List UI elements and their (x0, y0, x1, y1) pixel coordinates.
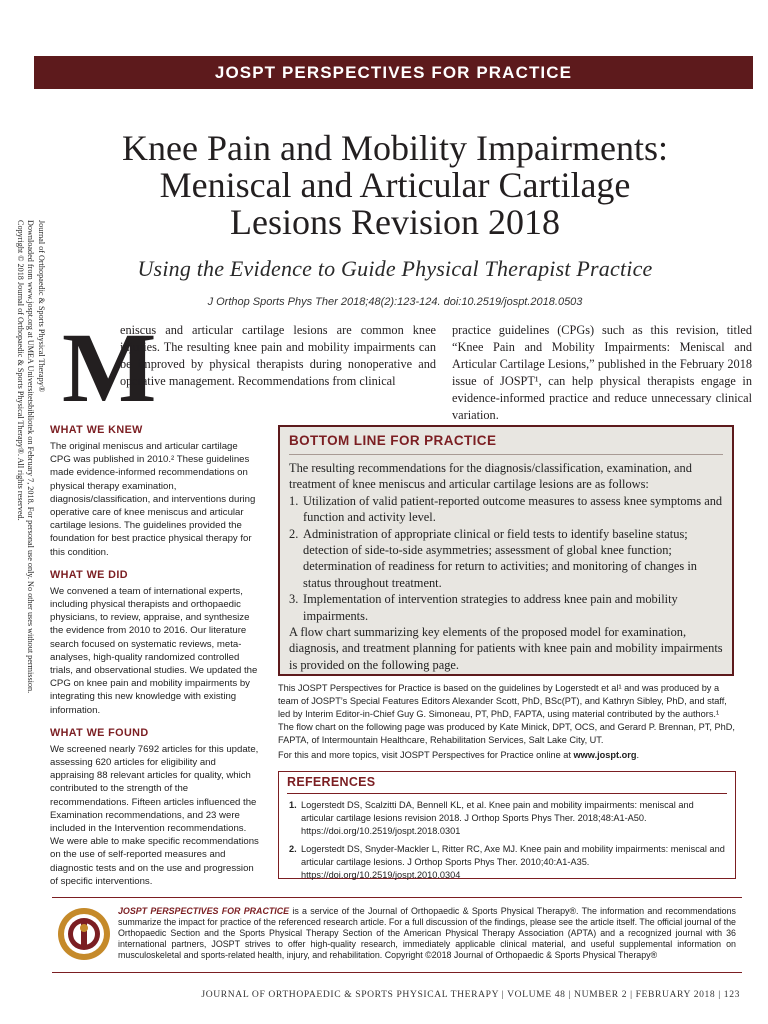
references-box (278, 771, 736, 879)
intro-section (60, 312, 753, 423)
summary-column (50, 424, 260, 898)
references-heading: REFERENCES (287, 775, 376, 789)
divider (289, 454, 723, 455)
reference-list (289, 799, 725, 886)
intro-column-1: eniscus and articular cartilage lesions are common knee injuries. The resulting knee pain and mobility impairments can be improved by physical therapists during nonoperative and operative management. Recommendations from clinical (120, 323, 436, 388)
bottom-line-heading: BOTTOM LINE FOR PRACTICE (289, 433, 497, 448)
reference-item: 1. Logerstedt DS, Scalzitti DA, Bennell KL, et al. Knee pain and mobility impairments: meniscal and articular cartilage lesions revision 2018. J Orthop Sports Phys Ther. 2018;48:A1-A50. https://doi.org/10.2519/jospt.2018.0301 (289, 800, 694, 837)
article-title (50, 130, 740, 241)
drop-cap: M (62, 312, 157, 423)
download-notice (2, 220, 46, 760)
article-subtitle: Using the Evidence to Guide Physical Therapist Practice (137, 256, 653, 281)
divider (287, 793, 727, 794)
section-banner: JOSPT PERSPECTIVES FOR PRACTICE (34, 56, 753, 89)
what-we-knew-heading: WHAT WE KNEW (50, 424, 143, 436)
notice-line-2: Downloaded from www.jospt.org at UMEA Universitetsbibliotek on February 7, 2018. For personal use only. No other uses without permission. (26, 220, 36, 694)
title-line-3: Lesions Revision 2018 (230, 202, 560, 242)
title-line-1: Knee Pain and Mobility Impairments: (122, 128, 668, 168)
bottom-line-body (289, 460, 723, 673)
footer-brand: JOSPT PERSPECTIVES FOR PRACTICE (118, 906, 290, 916)
jospt-logo-icon (56, 906, 112, 962)
notice-line-3: Copyright © 2018 Journal of Orthopaedic & Sports Physical Therapy®. All rights reserved. (16, 220, 25, 521)
reference-item: 2. Logerstedt DS, Snyder-Mackler L, Ritter RC, Axe MJ. Knee pain and mobility impairments: meniscal and articular cartilage lesions. J Orthop Sports Phys Ther. 2010;40:A1-A35. https://doi.org/10.2519/jospt.2010.0304 (289, 843, 725, 881)
jospt-link[interactable]: www.jospt.org (573, 750, 637, 760)
what-we-found-heading: WHAT WE FOUND (50, 726, 149, 739)
service-footer (52, 897, 742, 973)
list-item: 1. Utilization of valid patient-reported outcome measures to assess knee symptoms and function and activity level. (289, 493, 723, 525)
bottom-line-box (278, 425, 734, 676)
more-topics-note: For this and more topics, visit JOSPT Perspectives for Practice online at www.jospt.org. (278, 750, 639, 760)
service-description: JOSPT PERSPECTIVES FOR PRACTICE is a service of the Journal of Orthopaedic & Sports Physical Therapy®. The information and recommendations summarize the impact for practice of the referenced research article. For a full discussion of the findings, please see the article itself. The official journal of the Orthopaedic Section and the Sports Physical Therapy Section of the American Physical Therapy Association (APTA) and a recognized journal with 36 international partners, JOSPT strives to offer high-quality research, immediately applicable clinical material, and useful supplemental information on musculoskeletal and sports-related health, injury, and rehabilitation. Copyright ©2018 Journal of Orthopaedic & Sports Physical Therapy® (118, 906, 736, 960)
production-note: This JOSPT Perspectives for Practice is based on the guidelines by Logerstedt et al¹ and was produced by a team of JOSPT’s Special Features Editors Alexander Scott, PhD, BSc(PT), and Kathryn Sibley, PhD, and staff, led by Interim Editor-in-Chief Guy G. Simoneau, PT, PhD, FAPTA, using material contributed by the authors.¹ The flow chart on the following page was produced by Kate Minick, DPT, OCS, and Gerard P. Brennan, PT, PhD, FAPTA, of Intermountain Healthcare, Rehabilitation Services, Salt Lake City, UT. (278, 683, 735, 745)
what-we-found-text: We screened nearly 7692 articles for this update, assessing 620 articles for eligibility and appraising 88 relevant articles for quality, which contributed to the strength of the recommendations. Fifteen articles influenced the Examination recommendations, and 23 were included in the Intervention recommendations. We were able to make specific recommendations on the use of self-reported measures and diagnostic tests and on the use and progression of specific interventions. (50, 743, 259, 887)
bottom-line-intro: The resulting recommendations for the diagnosis/classification, examination, and treatment of knee meniscus and articular cartilage lesions are as follows: (289, 461, 692, 492)
notice-line-1: Journal of Orthopaedic & Sports Physical Therapy® (37, 220, 46, 393)
recommendation-list (289, 493, 723, 624)
list-item: 3. Implementation of intervention strategies to address knee pain and mobility impairments. (289, 592, 678, 623)
title-line-2: Meniscal and Articular Cartilage (159, 165, 631, 205)
what-we-did-text: We convened a team of international experts, including physical therapists and orthopaedic physicians, to review, appraise, and synthesize the evidence from 2010 to 2016. Our literature search focused on systematic reviews, meta-analyses, high-quality randomized controlled trials, and observational studies. We updated the CPG on knee pain and mobility impairments by integrating this new knowledge with existing information. (50, 585, 258, 716)
intro-column-2: practice guidelines (CPGs) such as this revision, titled “Knee Pain and Mobility Impairments: Meniscal and Articular Cartilage Lesions,” published in the February 2018 issue of JOSPT¹, can help physical therapists engage in evidence-informed practice and reduce unnecessary clinical variation. (452, 323, 752, 422)
what-we-did-heading: WHAT WE DID (50, 568, 128, 581)
article-citation: J Orthop Sports Phys Ther 2018;48(2):123-124. doi:10.2519/jospt.2018.0503 (207, 296, 583, 308)
bottom-line-closing: A flow chart summarizing key elements of the proposed model for examination, diagnosis, and treatment planning for patients with knee pain and mobility impairments is provided on the following page. (289, 625, 723, 672)
what-we-knew-text: The original meniscus and articular cartilage CPG was published in 2010.² These guidelines made evidence-informed recommendations on physical therapy examination, diagnosis/classification, and interventions during operative care of knee meniscus and articular cartilage lesions. The guidelines provided the foundation for best practice physical therapy for this condition. (50, 441, 256, 558)
running-footer: JOURNAL OF ORTHOPAEDIC & SPORTS PHYSICAL THERAPY | VOLUME 48 | NUMBER 2 | FEBRUARY 2018 | 123 (201, 989, 740, 1000)
list-item: 2. Administration of appropriate clinical or field tests to identify baseline status; detection of side-to-side asymmetries; assessment of global knee function; determination of readiness for return to activities; and monitoring of changes in status throughout treatment. (289, 526, 697, 590)
